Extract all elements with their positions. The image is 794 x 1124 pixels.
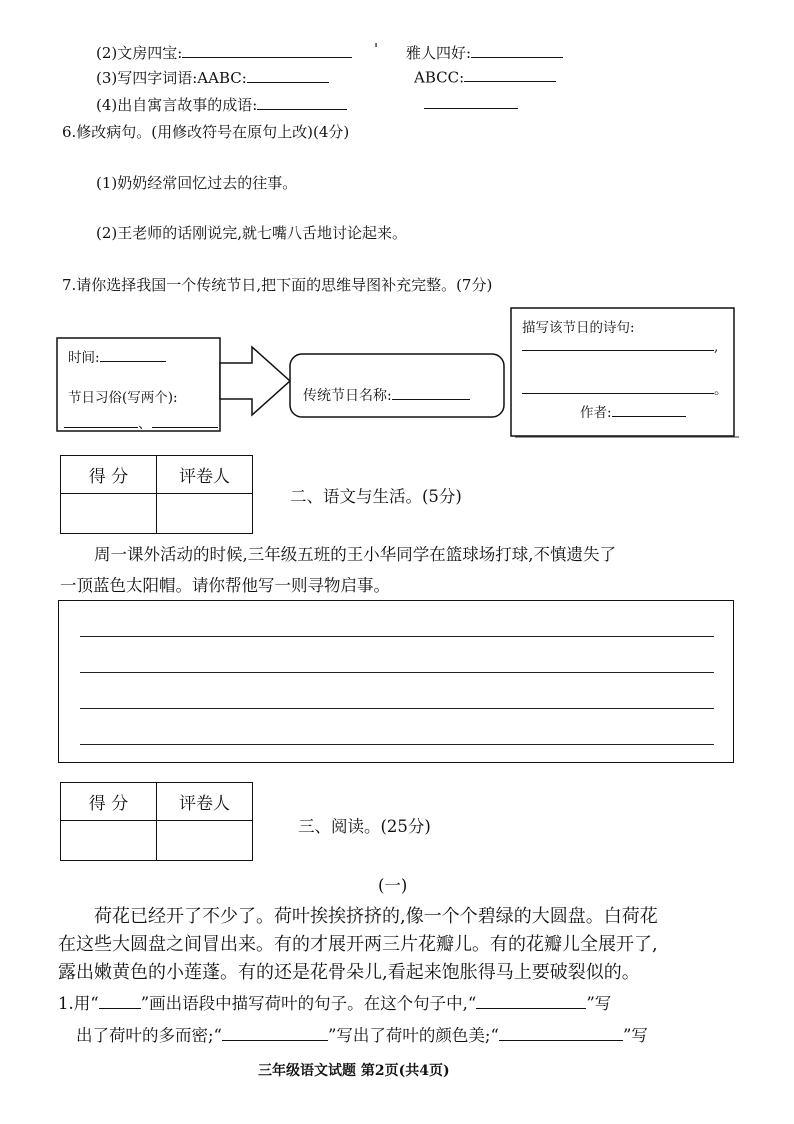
passage-line2: 在这些大圆盘之间冒出来。有的才展开两三片花瓣儿。有的花瓣儿全展开了, <box>58 934 658 955</box>
answer-blank[interactable] <box>522 337 714 351</box>
q1-text: 出了荷叶的多而密;“ <box>76 1026 222 1045</box>
section3-title: 三、阅读。(25分) <box>298 817 431 836</box>
answer-blank[interactable] <box>64 414 138 428</box>
arrow-shape <box>220 347 290 415</box>
right-author-label: 作者: <box>580 405 612 421</box>
score-cell[interactable] <box>61 821 157 861</box>
answer-blank[interactable] <box>222 1024 328 1041</box>
writing-line <box>80 636 714 637</box>
grader-header: 评卷人 <box>157 783 253 821</box>
section2-prompt-line2: 一顶蓝色太阳帽。请你帮他写一则寻物启事。 <box>60 576 390 595</box>
answer-blank[interactable] <box>100 348 166 362</box>
left-time-label: 时间: <box>68 350 100 366</box>
q1-text: ”写 <box>586 994 612 1013</box>
page-footer: 三年级语文试题 第2页(共4页) <box>258 1063 450 1079</box>
answer-blank[interactable] <box>99 992 141 1009</box>
q5-item2-mark: ' <box>374 40 379 58</box>
answer-blank[interactable] <box>522 380 714 394</box>
middle-name <box>303 385 470 405</box>
passage-line3: 露出嫩黄色的小莲蓬。有的还是花骨朵儿,看起来饱胀得马上要破裂似的。 <box>58 962 640 983</box>
reading-q1-line1 <box>58 990 611 1014</box>
q7-title: 7.请你选择我国一个传统节日,把下面的思维导图补充完整。(7分) <box>62 276 493 294</box>
q5-item3-b-label: ABCC: <box>414 68 465 87</box>
q6-sentence-1: (1)奶奶经常回忆过去的往事。 <box>96 174 298 192</box>
score-header: 得 分 <box>61 456 157 494</box>
q6-title: 6.修改病句。(用修改符号在原句上改)(4分) <box>62 123 350 141</box>
right-author <box>580 401 686 421</box>
right-title: 描写该节日的诗句: <box>522 320 635 336</box>
grader-cell[interactable] <box>157 494 253 534</box>
passage-line1: 荷花已经开了不少了。荷叶挨挨挤挤的,像一个个碧绿的大圆盘。白荷花 <box>94 906 658 927</box>
right-line-1 <box>522 337 718 355</box>
left-custom-blanks <box>64 412 218 432</box>
grader-header: 评卷人 <box>157 456 253 494</box>
answer-blank[interactable] <box>152 414 218 428</box>
score-cell[interactable] <box>61 494 157 534</box>
q5-item4-label: (4)出自寓言故事的成语: <box>96 96 258 114</box>
writing-line <box>80 744 714 745</box>
answer-blank[interactable] <box>476 992 586 1009</box>
writing-line <box>80 672 714 673</box>
q5-item2-b-label: 雅人四好: <box>406 44 472 62</box>
q1-text: ”写出了荷叶的颜色美;“ <box>328 1026 499 1045</box>
writing-box[interactable] <box>58 600 734 763</box>
left-time <box>68 346 166 366</box>
answer-blank[interactable] <box>392 386 470 400</box>
q1-text: ”写 <box>622 1026 648 1045</box>
score-table-1 <box>60 455 253 534</box>
score-header: 得 分 <box>61 783 157 821</box>
left-custom-label: 节日习俗(写两个): <box>68 390 178 406</box>
middle-name-label: 传统节日名称: <box>303 388 392 404</box>
section3-subtitle: (一) <box>378 876 408 895</box>
answer-blank[interactable] <box>612 403 686 417</box>
section2-prompt-line1: 周一课外活动的时候,三年级五班的王小华同学在篮球场打球,不慎遗失了 <box>94 545 616 564</box>
reading-q1-line2 <box>76 1022 648 1046</box>
q6-sentence-2: (2)王老师的话刚说完,就七嘴八舌地讨论起来。 <box>96 224 408 242</box>
right-line-2 <box>522 378 728 398</box>
comma: , <box>714 338 719 355</box>
section2-title: 二、语文与生活。(5分) <box>290 487 462 506</box>
period: 。 <box>714 382 728 398</box>
writing-line <box>80 708 714 709</box>
q5-item3-label: (3)写四字词语:AABC: <box>96 69 247 87</box>
grader-cell[interactable] <box>157 821 253 861</box>
q1-text: ”画出语段中描写荷叶的句子。在这个句子中,“ <box>140 994 477 1013</box>
score-table-2 <box>60 782 253 861</box>
separator: 、 <box>138 416 152 432</box>
answer-blank[interactable] <box>499 1024 623 1041</box>
q5-item2-label: (2)文房四宝: <box>96 44 183 62</box>
q1-text: 1.用“ <box>58 994 99 1013</box>
